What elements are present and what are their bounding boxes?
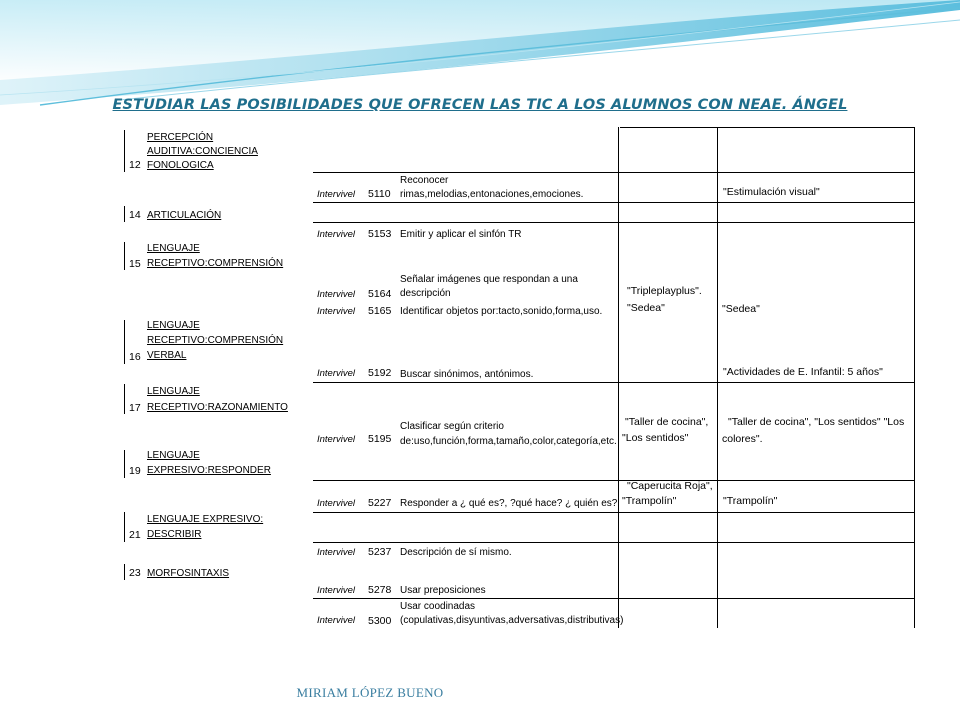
activity-code: 5227	[368, 497, 392, 509]
skill-number: 16	[129, 351, 141, 363]
activity-code: 5165	[368, 305, 392, 317]
skill-label: AUDITIVA:CONCIENCIA	[147, 146, 258, 157]
skill-label: DESCRIBIR	[147, 529, 202, 540]
skill-number: 19	[129, 465, 141, 477]
activity-description: Usar coodinadas	[400, 601, 476, 612]
skill-label: RECEPTIVO:COMPRENSIÓN	[147, 258, 284, 269]
skill-label: FONOLOGICA	[147, 160, 214, 171]
activity-description: Identificar objetos por:tacto,sonido,forma,uso.	[400, 306, 603, 317]
activity-code: 5164	[368, 288, 392, 300]
activity-source: Intervivel	[317, 229, 356, 240]
resource-cell: colores".	[722, 433, 763, 445]
skill-label: EXPRESIVO:RESPONDER	[147, 465, 271, 476]
activity-description: Responder a ¿ qué es?, ?qué hace? ¿ quién es?	[400, 498, 618, 509]
resource-cell: "Tripleplayplus".	[627, 285, 702, 297]
activity-description: Descripción de sí mismo.	[400, 547, 512, 558]
activity-code: 5110	[368, 188, 391, 200]
resource-cell: "Sedea"	[627, 302, 665, 314]
activity-source: Intervivel	[317, 289, 356, 300]
skill-number: 23	[129, 567, 141, 579]
activity-source: Intervivel	[317, 498, 356, 509]
activity-description: Reconocer	[400, 175, 449, 186]
activity-source: Intervivel	[317, 368, 356, 379]
activity-description: Emitir y aplicar el sinfón TR	[400, 229, 522, 240]
skill-number: 15	[129, 258, 141, 270]
skill-label: RECEPTIVO:RAZONAMIENTO	[147, 402, 288, 413]
skill-label: LENGUAJE	[147, 243, 200, 254]
skill-number: 17	[129, 402, 141, 414]
activity-source: Intervivel	[317, 615, 356, 626]
activity-code: 5300	[368, 615, 392, 627]
activity-description: (copulativas,disyuntivas,adversativas,distributivas)	[400, 615, 624, 626]
skill-label: LENGUAJE	[147, 386, 200, 397]
skill-label: ARTICULACIÓN	[147, 210, 222, 221]
resource-cell: "Actividades de E. Infantil: 5 años"	[723, 366, 883, 378]
activity-description: Usar preposiciones	[400, 585, 486, 596]
activity-description: rimas,melodias,entonaciones,emociones.	[400, 189, 584, 200]
skill-label: MORFOSINTAXIS	[147, 568, 230, 579]
skill-number: 21	[129, 529, 141, 541]
author-footer: MIRIAM LÓPEZ BUENO	[296, 685, 444, 700]
skill-label: VERBAL	[147, 350, 187, 361]
activity-source: Intervivel	[317, 585, 356, 596]
resource-cell: "Sedea"	[722, 303, 760, 315]
activity-code: 5153	[368, 228, 392, 240]
resource-cell: "Estimulación visual"	[723, 186, 820, 198]
activity-code: 5237	[368, 546, 392, 558]
activity-code: 5278	[368, 584, 392, 596]
page-title: ESTUDIAR LAS POSIBILIDADES QUE OFRECEN LAS TIC A LOS ALUMNOS CON NEAE. ÁNGEL	[112, 97, 848, 113]
activity-description: Clasificar según criterio	[400, 421, 504, 432]
resource-cell: "Taller de cocina", "Los sentidos" "Los	[728, 416, 905, 428]
activity-source: Intervivel	[317, 306, 356, 317]
resource-cell: "Caperucita Roja",	[627, 480, 713, 492]
activity-source: Intervivel	[317, 547, 356, 558]
resource-cell: "Los sentidos"	[622, 432, 689, 444]
activity-description: descripción	[400, 288, 451, 299]
skill-number: 14	[129, 209, 141, 221]
skill-label: RECEPTIVO:COMPRENSIÓN	[147, 335, 284, 346]
skill-number: 12	[129, 159, 141, 171]
activity-source: Intervivel	[317, 434, 356, 445]
activity-code: 5192	[368, 367, 392, 379]
skill-label: LENGUAJE EXPRESIVO:	[147, 514, 264, 525]
activity-code: 5195	[368, 433, 392, 445]
skill-label: LENGUAJE	[147, 320, 200, 331]
skill-label: LENGUAJE	[147, 450, 200, 461]
activity-description: Señalar imágenes que respondan a una	[400, 274, 578, 285]
activity-source: Intervivel	[317, 189, 356, 200]
resource-cell: "Trampolín"	[622, 495, 677, 507]
resource-cell: "Trampolín"	[723, 495, 778, 507]
activity-description: Buscar sinónimos, antónimos.	[400, 369, 534, 380]
resource-cell: "Taller de cocina",	[625, 416, 709, 428]
skill-label: PERCEPCIÓN	[147, 132, 214, 143]
activity-description: de:uso,función,forma,tamaño,color,categoría,etc.	[400, 436, 617, 447]
